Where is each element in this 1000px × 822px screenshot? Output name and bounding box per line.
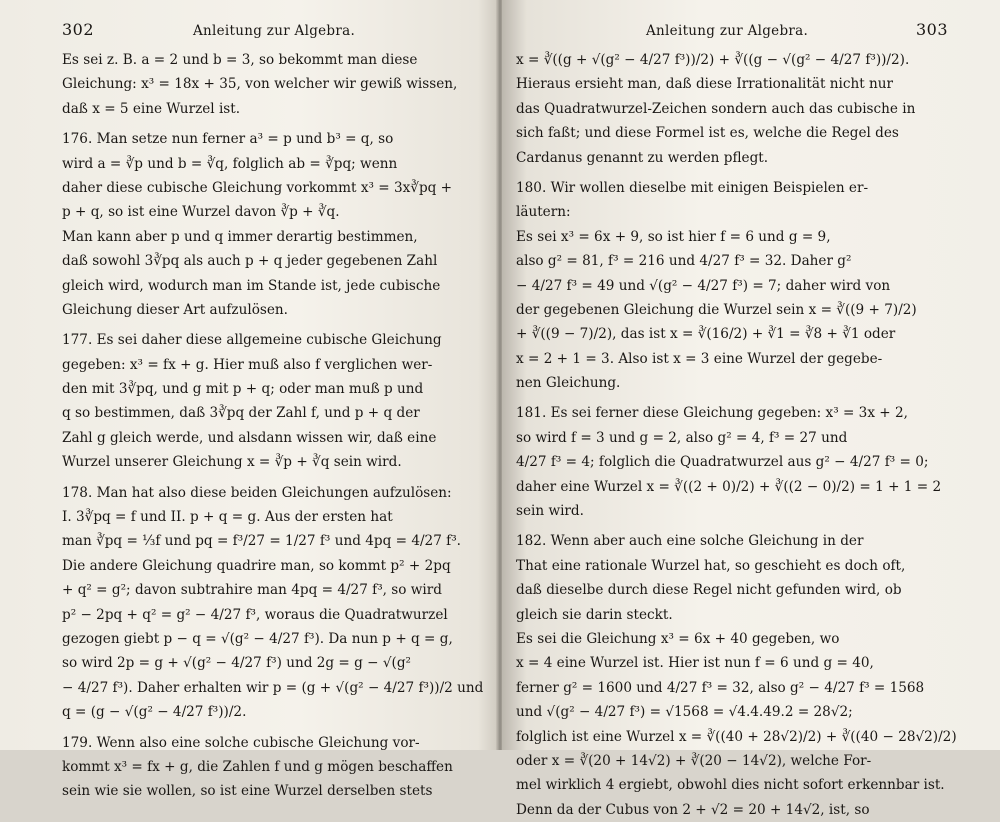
text-line: Es sei z. B. a = 2 und b = 3, so bekommt man diese bbox=[62, 52, 418, 68]
text-line: das Quadratwurzel-Zeichen sondern auch das cubische in bbox=[516, 100, 916, 117]
text-line: Es sei x³ = 6x + 9, so ist hier f = 6 und g = 9, bbox=[516, 228, 831, 245]
text-line: 178. Man hat also diese beiden Gleichungen aufzulösen: bbox=[62, 484, 452, 501]
text-line: q = (g − √(g² − 4/27 f³))/2. bbox=[62, 704, 247, 721]
text-line: Cardanus genannt zu werden pflegt. bbox=[516, 149, 769, 166]
running-head-title-left: Anleitung zur Algebra. bbox=[192, 23, 356, 39]
text-line: daß sowohl 3∛pq als auch p + q jeder gegebenen Zahl bbox=[62, 253, 438, 270]
text-line: und √(g² − 4/27 f³) = √1568 = √4.4.49.2 = 28√2; bbox=[516, 704, 853, 721]
running-header-right bbox=[516, 20, 948, 42]
text-line: nen Gleichung. bbox=[516, 375, 621, 392]
text-line: daß dieselbe durch diese Regel nicht gefunden wird, ob bbox=[516, 582, 902, 599]
text-line: sein wie sie wollen, so ist eine Wurzel derselben stets bbox=[62, 783, 433, 800]
text-line: gezogen giebt p − q = √(g² − 4/27 f³). Da nun p + q = g, bbox=[62, 630, 453, 647]
text-line: gegeben: x³ = fx + g. Hier muß also f verglichen wer- bbox=[62, 356, 433, 373]
text-line: q so bestimmen, daß 3∛pq der Zahl f, und p + q der bbox=[62, 405, 420, 422]
text-line: Zahl g gleich werde, und alsdann wissen wir, daß eine bbox=[62, 429, 437, 446]
text-line: so wird 2p = g + √(g² − 4/27 f³) und 2g = g − √(g² bbox=[62, 655, 411, 672]
text-line: p + q, so ist eine Wurzel davon ∛p + ∛q. bbox=[62, 204, 340, 221]
right-page-body bbox=[516, 48, 957, 822]
text-line: + ∛((9 − 7)/2), das ist x = ∛(16/2) + ∛1 = ∛8 + ∛1 oder bbox=[516, 326, 896, 343]
page-number-right: 303 bbox=[915, 20, 948, 39]
page-number-left: 302 bbox=[62, 20, 95, 39]
running-header-left bbox=[62, 20, 484, 42]
text-line: 182. Wenn aber auch eine solche Gleichung in der bbox=[516, 533, 864, 550]
text-line: mel wirklich 4 ergiebt, obwohl dies nicht sofort erkennbar ist. bbox=[516, 777, 945, 794]
text-line: so wird f = 3 und g = 2, also g² = 4, f³ = 27 und bbox=[516, 429, 848, 446]
text-line: That eine rationale Wurzel hat, so geschieht es doch oft, bbox=[516, 557, 906, 574]
text-line: den mit 3∛pq, und g mit p + q; oder man muß p und bbox=[62, 381, 424, 398]
text-line: 176. Man setze nun ferner a³ = p und b³ = q, so bbox=[62, 131, 394, 148]
text-line: ferner g² = 1600 und 4/27 f³ = 32, also g² − 4/27 f³ = 1568 bbox=[516, 679, 925, 696]
left-page-body bbox=[62, 48, 484, 804]
text-line: 4/27 f³ = 4; folglich die Quadratwurzel aus g² − 4/27 f³ = 0; bbox=[516, 454, 929, 471]
text-line: sein wird. bbox=[516, 503, 584, 520]
text-line: 177. Es sei daher diese allgemeine cubische Gleichung bbox=[62, 332, 442, 349]
text-line: − 4/27 f³ = 49 und √(g² − 4/27 f³) = 7; daher wird von bbox=[516, 277, 891, 294]
text-line: folglich ist eine Wurzel x = ∛((40 + 28√2)/2) + ∛((40 − 28√2)/2) bbox=[516, 728, 957, 745]
text-line: sich faßt; und diese Formel ist es, welche die Regel des bbox=[516, 125, 899, 142]
text-line: gleich sie darin steckt. bbox=[516, 606, 673, 623]
running-head-title-right: Anleitung zur Algebra. bbox=[646, 23, 809, 39]
right-page bbox=[502, 0, 1000, 818]
text-line: x = 2 + 1 = 3. Also ist x = 3 eine Wurzel der gegebe- bbox=[516, 350, 883, 367]
text-line: Die andere Gleichung quadrire man, so kommt p² + 2pq bbox=[62, 557, 451, 574]
text-line: Gleichung: x³ = 18x + 35, von welcher wir gewiß wissen, bbox=[62, 76, 458, 93]
text-line: Denn da der Cubus von 2 + √2 = 20 + 14√2, ist, so bbox=[516, 801, 870, 818]
text-line: oder x = ∛(20 + 14√2) + ∛(20 − 14√2), welche For- bbox=[516, 752, 872, 769]
text-line: 180. Wir wollen dieselbe mit einigen Beispielen er- bbox=[516, 179, 869, 196]
text-line: man ∛pq = ⅓f und pq = f³/27 = 1/27 f³ und 4pq = 4/27 f³. bbox=[62, 533, 461, 550]
text-line: daher diese cubische Gleichung vorkommt x³ = 3x∛pq + bbox=[62, 179, 453, 196]
text-line: der gegebenen Gleichung die Wurzel sein x = ∛((9 + 7)/2) bbox=[516, 301, 917, 318]
text-line: Man kann aber p und q immer derartig bestimmen, bbox=[62, 228, 418, 245]
text-line: Gleichung dieser Art aufzulösen. bbox=[62, 301, 288, 318]
text-line: wird a = ∛p und b = ∛q, folglich ab = ∛pq; wenn bbox=[62, 155, 398, 172]
text-line: 179. Wenn also eine solche cubische Gleichung vor- bbox=[62, 734, 420, 751]
text-line: daher eine Wurzel x = ∛((2 + 0)/2) + ∛((2 − 0)/2) = 1 + 1 = 2 bbox=[516, 478, 942, 495]
text-line: x = 4 eine Wurzel ist. Hier ist nun f = 6 und g = 40, bbox=[516, 655, 874, 672]
text-line: gleich wird, wodurch man im Stande ist, jede cubische bbox=[62, 277, 441, 294]
text-line: p² − 2pq + q² = g² − 4/27 f³, woraus die Quadratwurzel bbox=[62, 606, 448, 623]
text-line: − 4/27 f³). Daher erhalten wir p = (g + √(g² − 4/27 f³))/2 und bbox=[62, 679, 484, 696]
text-line: I. 3∛pq = f und II. p + q = g. Aus der ersten hat bbox=[62, 509, 393, 526]
text-line: Wurzel unserer Gleichung x = ∛p + ∛q sein wird. bbox=[62, 454, 402, 471]
text-line: kommt x³ = fx + g, die Zahlen f und g mögen beschaffen bbox=[62, 758, 453, 775]
text-line: + q² = g²; davon subtrahire man 4pq = 4/27 f³, so wird bbox=[62, 582, 442, 599]
text-line: Hieraus ersieht man, daß diese Irrationalität nicht nur bbox=[516, 76, 894, 93]
text-line: läutern: bbox=[516, 204, 571, 221]
text-line: also g² = 81, f³ = 216 und 4/27 f³ = 32. Daher g² bbox=[516, 253, 852, 270]
text-line: daß x = 5 eine Wurzel ist. bbox=[62, 100, 241, 117]
text-line: x = ∛((g + √(g² − 4/27 f³))/2) + ∛((g − √(g² − 4/27 f³))/2). bbox=[516, 52, 910, 68]
left-page bbox=[0, 0, 498, 800]
text-line: 181. Es sei ferner diese Gleichung gegeben: x³ = 3x + 2, bbox=[516, 405, 908, 422]
text-line: Es sei die Gleichung x³ = 6x + 40 gegeben, wo bbox=[516, 630, 840, 647]
